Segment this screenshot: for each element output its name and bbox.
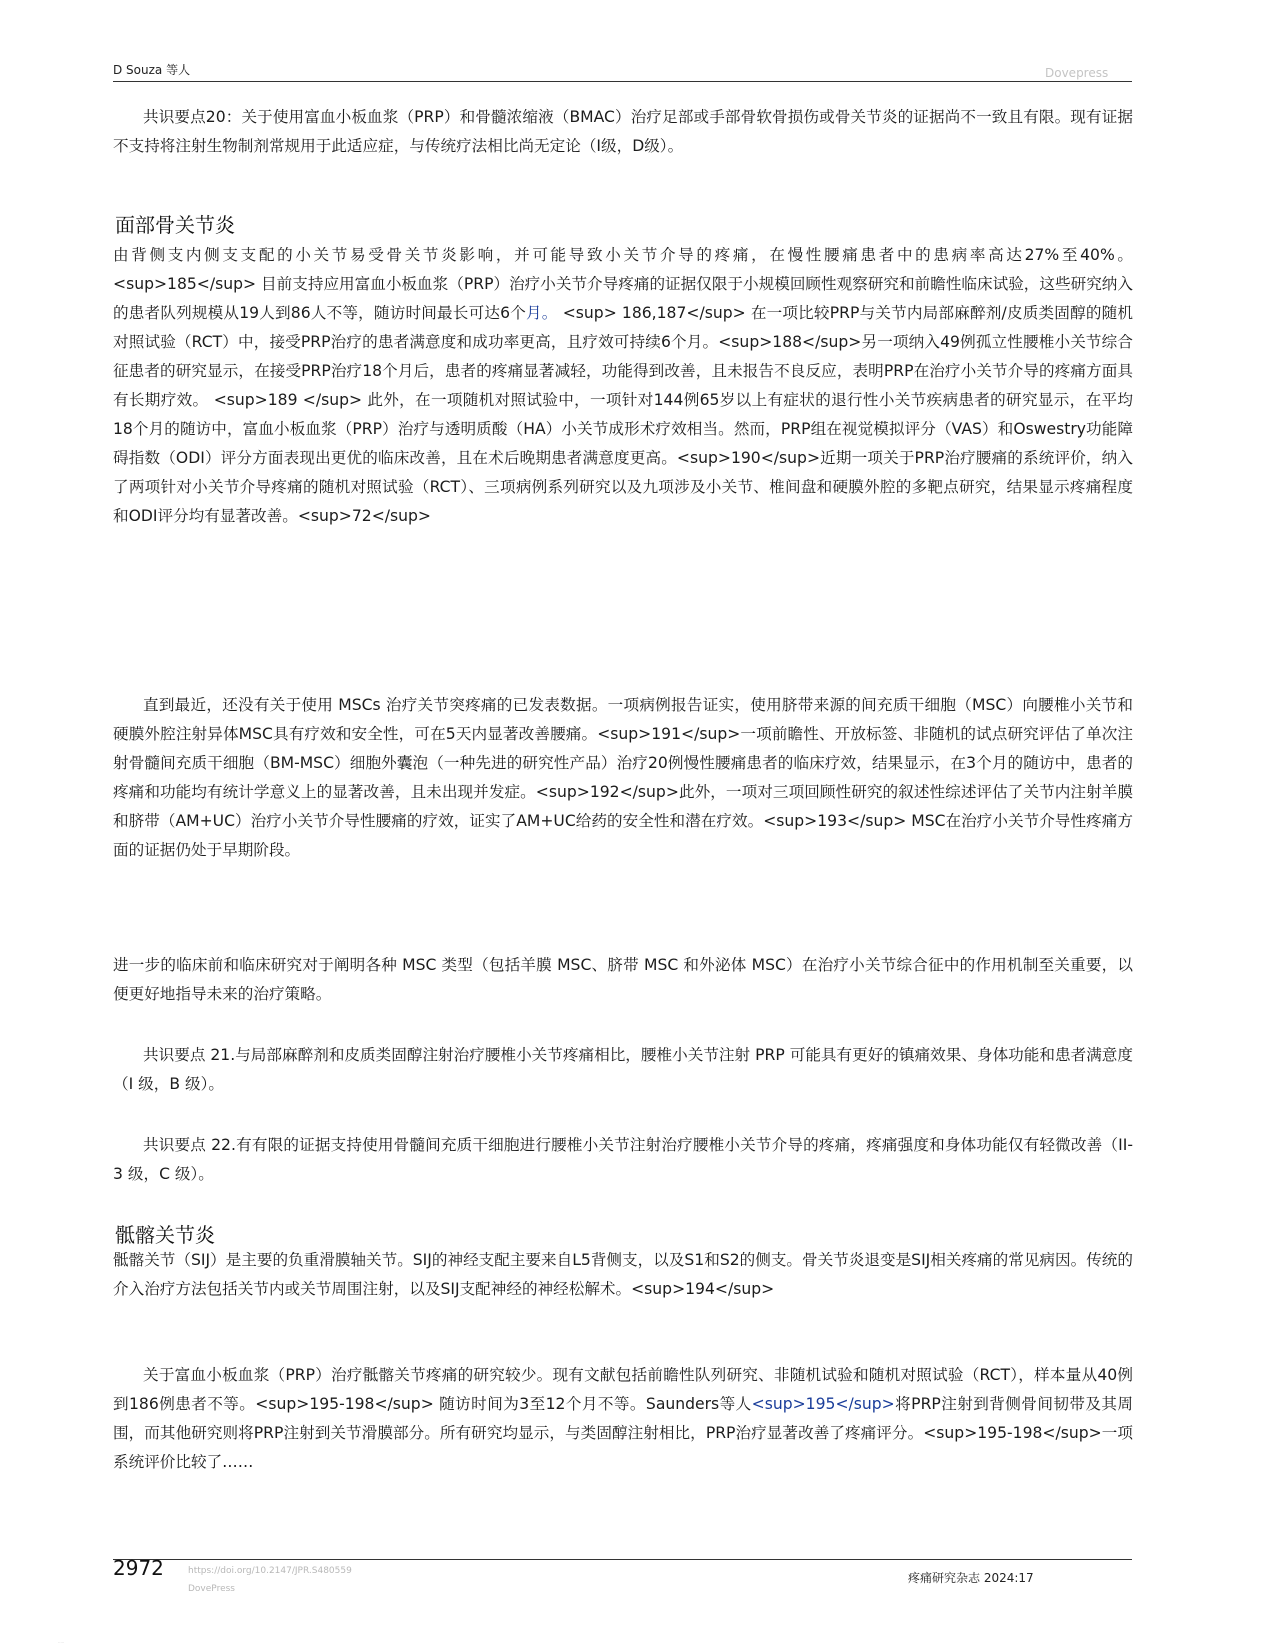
press-link[interactable]: DovePress	[188, 1584, 235, 1594]
si-joint-paragraph: 骶髂关节（SIJ）是主要的负重滑膜轴关节。SIJ的神经支配主要来自L5背侧支，以及S1和S2的侧支。骨关节炎退变是SIJ相关疼痛的常见病因。传统的介入治疗方法包括关节内或关节周围注射，以及SIJ支配神经的神经松解术。<sup>194</sup>	[113, 1251, 1133, 1298]
prp-si-text-start: 关于富血小板血浆（PRP）治疗骶髂关节疼痛的研究较少。现有文献包括前瞻性队列研究、非随机试验和随机对照试验（RCT），样本量从40例到186例患者不等。<sup>195-198</sup> 随访时间为3至12个月不等。Saunders等人	[113, 1366, 1133, 1413]
footer-rule	[113, 1559, 1132, 1560]
page-number: 2972	[113, 1556, 164, 1580]
doi-link[interactable]: https://doi.org/10.2147/JPR.S480559	[188, 1566, 352, 1576]
facet-paragraph	[113, 241, 1133, 531]
facet-section-heading: 面部骨关节炎	[115, 213, 235, 237]
header-rule	[113, 81, 1132, 82]
prp-si-paragraph	[113, 1361, 1133, 1477]
facet-text-end: <sup> 186,187</sup> 在一项比较PRP与关节内局部麻醉剂/皮质类固醇的随机对照试验（RCT）中，接受PRP治疗的患者满意度和成功率更高，且疗效可持续6个月。<sup>188</sup>另一项纳入49例孤立性腰椎小关节综合征患者的研究显示，在接受PRP治疗18个月后，患者的疼痛显著减轻，功能得到改善，且未报告不良反应，表明PRP在治疗小关节介导的疼痛方面具有长期疗效。 <sup>189 </sup> 此外，在一项随机对照试验中，一项针对144例65岁以上有症状的退行性小关节疾病患者的研究显示，在平均18个月的随访中，富血小板血浆（PRP）治疗与透明质酸（HA）小关节成形术疗效相当。然而，PRP组在视觉模拟评分（VAS）和Oswestry功能障碍指数（ODI）评分方面表现出更优的临床改善，且在术后晚期患者满意度更高。<sup>190</sup>近期一项关于PRP治疗腰痛的系统评价，纳入了两项针对小关节介导疼痛的随机对照试验（RCT）、三项病例系列研究以及九项涉及小关节、椎间盘和硬膜外腔的多靶点研究，结果显示疼痛程度和ODI评分均有显著改善。<sup>72</sup>	[113, 304, 1133, 525]
prp-si-inline-link[interactable]: <sup>195</sup>	[751, 1395, 895, 1413]
msc-paragraph: 直到最近，还没有关于使用 MSCs 治疗关节突疼痛的已发表数据。一项病例报告证实，使用脐带来源的间充质干细胞（MSC）向腰椎小关节和硬膜外腔注射异体MSC具有疗效和安全性，可在5天内显著改善腰痛。<sup>191</sup>一项前瞻性、开放标签、非随机的试点研究评估了单次注射骨髓间充质干细胞（BM-MSC）细胞外囊泡（一种先进的研究性产品）治疗20例慢性腰痛患者的临床疗效，结果显示，在3个月的随访中，患者的疼痛和功能均有统计学意义上的显著改善，且未出现并发症。<sup>192</sup>此外，一项对三项回顾性研究的叙述性综述评估了关节内注射羊膜和脐带（AM+UC）治疗小关节介导性腰痛的疗效，证实了AM+UC给药的安全性和潜在疗效。<sup>193</sup> MSC在治疗小关节介导性疼痛方面的证据仍处于早期阶段。	[113, 696, 1133, 859]
further-research-paragraph: 进一步的临床前和临床研究对于阐明各种 MSC 类型（包括羊膜 MSC、脐带 MSC 和外泌体 MSC）在治疗小关节综合征中的作用机制至关重要，以便更好地指导未来的治疗策略。	[113, 956, 1133, 1003]
running-header-author: D Souza 等人	[113, 63, 191, 77]
facet-inline-link[interactable]: 月。	[526, 304, 558, 322]
consensus-point-20: 共识要点20：关于使用富血小板血浆（PRP）和骨髓浓缩液（BMAC）治疗足部或手部骨软骨损伤或骨关节炎的证据尚不一致且有限。现有证据不支持将注射生物制剂常规用于此适应症，与传统疗法相比尚无定论（I级，D级）。	[113, 108, 1133, 155]
prp-si-text-end: 将PRP注射到背侧骨间韧带及其周围，而其他研究则将PRP注射到关节滑膜部分。所有研究均显示，与类固醇注射相比，PRP治疗显著改善了疼痛评分。<sup>195-198</sup>一项系统评价比较了……	[113, 1395, 1133, 1471]
consensus-point-22: 共识要点 22.有有限的证据支持使用骨髓间充质干细胞进行腰椎小关节注射治疗腰椎小关节介导的疼痛，疼痛强度和身体功能仅有轻微改善（II-3 级，C 级）。	[113, 1136, 1133, 1183]
tiny-footer-mark: ·····	[58, 1640, 65, 1645]
running-header-brand[interactable]: Dovepress	[1045, 66, 1109, 80]
si-section-heading: 骶髂关节炎	[115, 1223, 215, 1247]
facet-text-start: 由背侧支内侧支支配的小关节易受骨关节炎影响，并可能导致小关节介导的疼痛，在慢性腰痛患者中的患病率高达27%至40%。<sup>185</sup> 目前支持应用富血小板血浆（PRP）治疗小关节介导疼痛的证据仅限于小规模回顾性观察研究和前瞻性临床试验，这些研究纳入的患者队列规模从19人到86人不等，随访时间最长可达6个	[113, 246, 1133, 322]
consensus-point-21: 共识要点 21.与局部麻醉剂和皮质类固醇注射治疗腰椎小关节疼痛相比，腰椎小关节注射 PRP 可能具有更好的镇痛效果、身体功能和患者满意度（I 级，B 级）。	[113, 1046, 1133, 1093]
journal-citation: 疼痛研究杂志 2024:17	[908, 1571, 1034, 1585]
